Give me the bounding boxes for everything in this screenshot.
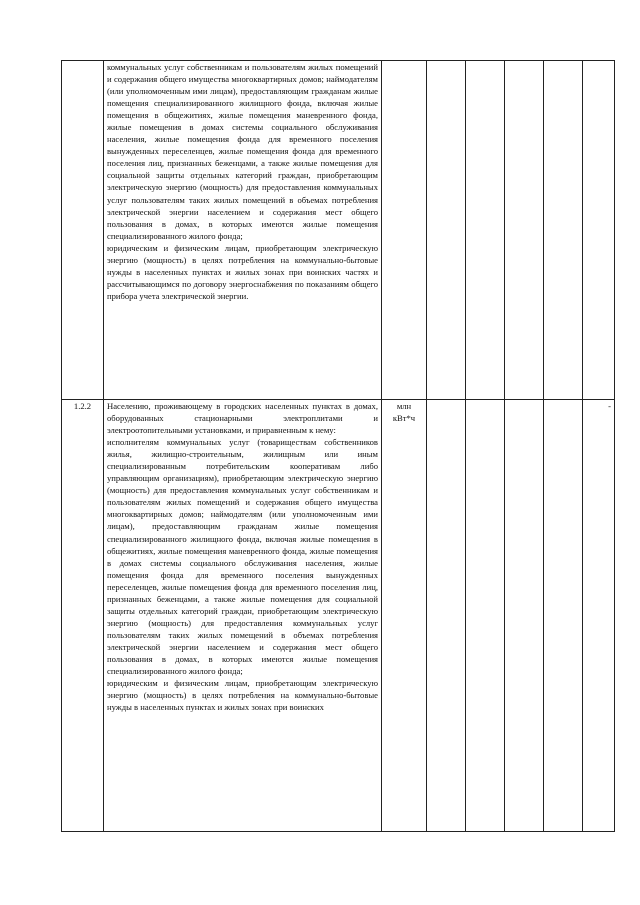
description-paragraph: Населению, проживающему в городских населенных пунктах в домах, оборудованных стационарными электроплитами и электроотопительными установками, и приравненным к нему: bbox=[107, 401, 378, 436]
value-cell: - bbox=[583, 400, 615, 832]
row-number-cell: 1.2.2 bbox=[62, 400, 104, 832]
description-paragraph: юридическим и физическим лицам, приобретающим электрическую энергию (мощность) в целях потребления на коммунально-бытовые нужды в населенных пунктах и жилых зонах при воинских частях и рассчитывающимся по договору энергоснабжения по показаниям общего прибора учета электрической энергии. bbox=[107, 242, 378, 301]
description-paragraph: коммунальных услуг собственникам и пользователям жилых помещений и содержания общего имущества многоквартирных домов; наймодателям (или уполномоченным ими лицам), предоставляющим гражданам жилые помещения специализированного жилищного фонда, включая жилые помещения в общежитиях, жилые помещения маневренного фонда, жилые помещения в домах системы социального обслуживания населения, жилые помещения фонда для временного поселения вынужденных переселенцев, жилые помещения фонда для временного поселения лиц, признанных беженцами, а также жилые помещения для социальной защиты отдельных категорий граждан, приобретающим электрическую энергию (мощность) для предоставления коммунальных услуг пользователям таких жилых помещений в объемах потребления электрической энергии населением и содержания мест общего пользования в домах, в которых имеются жилые помещения специализированного жилого фонда; bbox=[107, 62, 378, 241]
row-description-cell bbox=[104, 400, 382, 832]
row-number-cell bbox=[62, 61, 104, 400]
unit-cell: млн кВт*ч bbox=[382, 400, 427, 832]
row-description-cell bbox=[104, 61, 382, 400]
tariff-table bbox=[61, 60, 615, 832]
description-paragraph: юридическим и физическим лицам, приобретающим электрическую энергию (мощность) в целях потребления на коммунально-бытовые нужды в населенных пунктах и жилых зонах при воинских bbox=[107, 678, 378, 713]
value-cell bbox=[544, 400, 583, 832]
value-cell bbox=[583, 61, 615, 400]
table-row bbox=[62, 400, 615, 832]
value-cell bbox=[466, 61, 505, 400]
value-cell bbox=[466, 400, 505, 832]
value-cell bbox=[427, 61, 466, 400]
value-cell bbox=[505, 400, 544, 832]
value-cell bbox=[505, 61, 544, 400]
value-cell bbox=[544, 61, 583, 400]
description-paragraph: исполнителям коммунальных услуг (товариществам собственников жилья, жилищно-строительным, жилищным или иным специализированным потребительским кооперативам либо управляющим организациям), приобретающим электрическую энергию (мощность) для предоставления коммунальных услуг собственникам и пользователям жилых помещений и содержания общего имущества многоквартирных домов; наймодателям (или уполномоченным ими лицам), предоставляющим гражданам жилые помещения специализированного жилищного фонда, включая жилые помещения в общежитиях, жилые помещения маневренного фонда, жилые помещения в домах системы социального обслуживания населения, жилые помещения фонда для временного поселения вынужденных переселенцев, жилые помещения фонда для временного поселения лиц, признанных беженцами, а также жилые помещения для социальной защиты отдельных категорий граждан, приобретающим электрическую энергию (мощность) для предоставления коммунальных услуг пользователям таких жилых помещений в объемах потребления электрической энергии населением и содержания мест общего пользования в домах, в которых имеются жилые помещения специализированного жилого фонда; bbox=[107, 437, 378, 677]
table-row bbox=[62, 61, 615, 400]
value-cell bbox=[427, 400, 466, 832]
unit-cell bbox=[382, 61, 427, 400]
